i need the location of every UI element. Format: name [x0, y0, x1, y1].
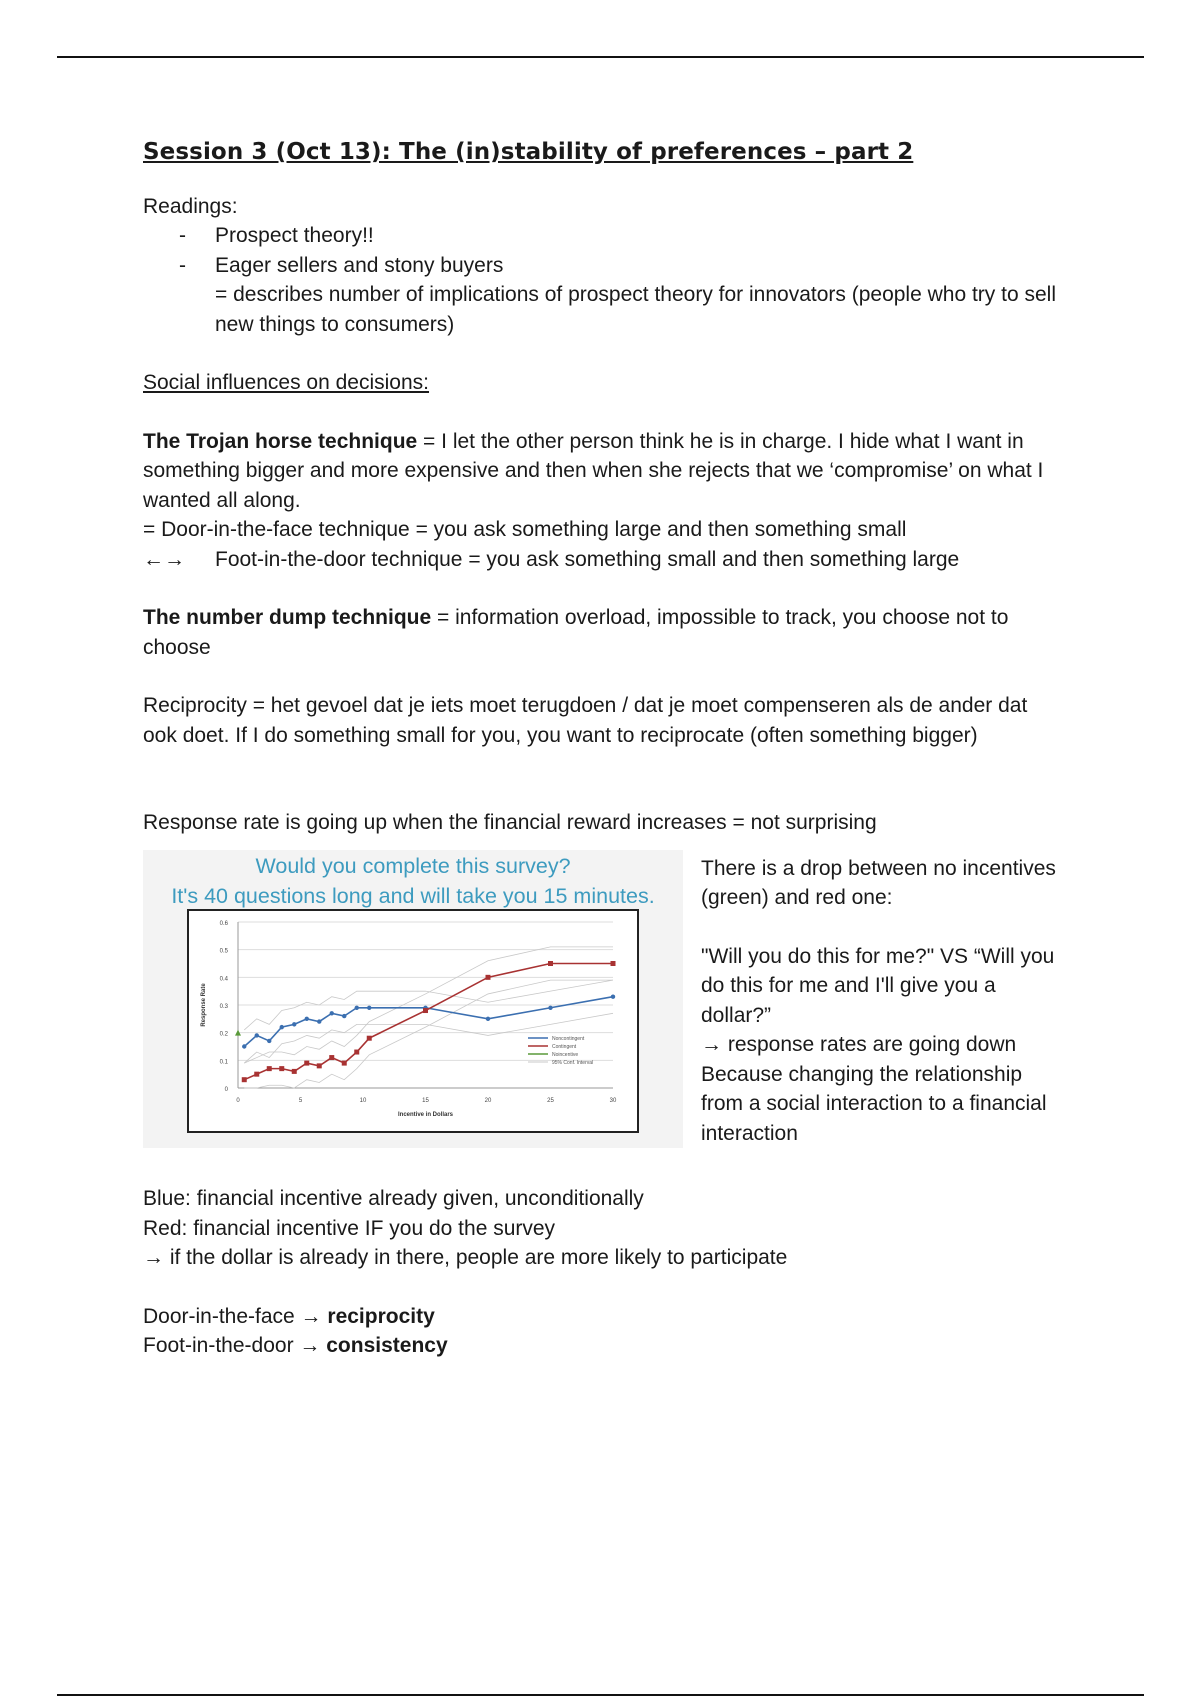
data-point [330, 1011, 334, 1015]
top-rule [57, 56, 1144, 58]
x-tick-label: 0 [236, 1097, 240, 1104]
foot-in-door-text: Foot-in-the-door technique = you ask something small and then something large [215, 547, 960, 571]
legend-label: 95% Conf. Interval [552, 1059, 594, 1066]
trojan-definition: = I let the other person think he is in charge. I hide what I want in something bigger and more expensive and then when she rejects that we ‘compromise’ on what I wanted all along. [143, 429, 1044, 512]
data-point [317, 1019, 321, 1023]
data-point [267, 1038, 271, 1042]
dif-prefix: Door-in-the-face → [143, 1304, 328, 1328]
legend-label: Contingent [552, 1043, 577, 1050]
legend-label: Noncontingent [552, 1035, 585, 1042]
x-tick-label: 30 [609, 1097, 617, 1104]
data-point [611, 961, 616, 966]
chart-plot [143, 908, 683, 1148]
number-dump-term: The number dump technique [143, 606, 432, 629]
reading-item-text: Prospect theory!! [215, 224, 374, 247]
data-point [355, 1005, 359, 1009]
reading-description: = describes number of implications of prospect theory for innovators (people who try to sell new things to consumers) [215, 283, 1056, 336]
x-tick-label: 5 [298, 1097, 303, 1104]
data-point [242, 1077, 247, 1082]
data-point [486, 1016, 490, 1020]
chart-title: Would you complete this survey? [255, 853, 571, 878]
data-point [305, 1016, 309, 1020]
data-point [548, 961, 553, 966]
data-point [329, 1055, 334, 1060]
data-point [292, 1068, 297, 1073]
data-point [255, 1033, 259, 1037]
trojan-term: The Trojan horse technique [143, 429, 418, 453]
foot-in-door-summary [143, 1331, 1063, 1361]
number-dump-definition: = information overload, impossible to track, you choose not to choose [143, 606, 1009, 659]
data-point [254, 1071, 259, 1076]
double-arrow-icon: ←→ [143, 547, 185, 571]
fid-term: consistency [326, 1334, 448, 1357]
data-point [342, 1013, 346, 1017]
data-point [267, 1066, 272, 1071]
y-axis-label: Response Rate [201, 982, 207, 1027]
dif-term: reciprocity [327, 1304, 435, 1328]
list-dash: - [179, 253, 186, 277]
list-item [143, 221, 1063, 251]
y-tick-label: 0.6 [219, 920, 228, 927]
commentary-p1: There is a drop between no incentives (green) and red one: [701, 856, 1056, 909]
chart-subtitle: It's 40 questions long and will take you 15 minutes. [171, 883, 655, 908]
page-title: Session 3 (Oct 13): The (in)stability of preferences – part 2 [143, 139, 914, 165]
figure-row [143, 850, 1063, 1149]
readings-label: Readings: [143, 194, 238, 218]
response-rate-paragraph: Response rate is going up when the financial reward increases = not surprising [143, 811, 877, 834]
trojan-paragraph [143, 427, 1063, 516]
door-in-face-line: = Door-in-the-face technique = you ask something large and then something small [143, 518, 907, 541]
readings-list [143, 221, 1063, 280]
note-blue: Blue: financial incentive already given, unconditionally [143, 1187, 644, 1210]
x-tick-label: 10 [359, 1097, 367, 1104]
chart-commentary [701, 850, 1061, 1149]
foot-in-door-line [143, 545, 1063, 575]
commentary-p4: Because changing the relationship from a social interaction to a financial interaction [701, 1062, 1047, 1145]
list-dash: - [179, 224, 186, 247]
door-in-face-summary [143, 1302, 1063, 1332]
legend-label: Noincentive [552, 1051, 579, 1058]
reading-item-text: Eager sellers and stony buyers [215, 253, 504, 277]
list-item [143, 251, 1063, 281]
data-point [423, 1008, 428, 1013]
y-tick-label: 0 [224, 1086, 228, 1093]
data-point [292, 1022, 296, 1026]
y-tick-label: 0.5 [219, 948, 228, 955]
commentary-p2: "Will you do this for me?" VS “Will you do this for me and I'll give you a dollar?” [701, 944, 1055, 1027]
reciprocity-paragraph: Reciprocity = het gevoel dat je iets moet terugdoen / dat je moet compenseren als de ander dat ook doet. If I do something small for you, you want to reciprocate (often something bigger) [143, 694, 1028, 747]
y-tick-label: 0.2 [219, 1031, 228, 1038]
x-tick-label: 15 [422, 1097, 429, 1104]
data-point [486, 974, 491, 979]
y-tick-label: 0.4 [219, 975, 228, 982]
x-tick-label: 20 [484, 1097, 492, 1104]
note-red: Red: financial incentive IF you do the survey [143, 1216, 556, 1240]
data-point [548, 1005, 552, 1009]
data-point [367, 1035, 372, 1040]
data-point [304, 1060, 309, 1065]
y-tick-label: 0.3 [219, 1003, 228, 1010]
data-point [611, 994, 615, 998]
x-tick-label: 25 [547, 1097, 554, 1104]
data-point [354, 1049, 359, 1054]
data-point [280, 1024, 284, 1028]
number-dump-paragraph [143, 603, 1063, 662]
data-point [342, 1060, 347, 1065]
bottom-rule [57, 1694, 1144, 1696]
data-point [317, 1063, 322, 1068]
data-point [279, 1066, 284, 1071]
data-point [367, 1005, 371, 1009]
survey-chart [143, 850, 683, 1148]
document-body [143, 138, 1063, 1361]
y-tick-label: 0.1 [219, 1058, 228, 1065]
x-axis-label: Incentive in Dollars [397, 1111, 454, 1118]
note-arrow: → if the dollar is already in there, people are more likely to participate [143, 1246, 788, 1269]
fid-prefix: Foot-in-the-door → [143, 1334, 327, 1357]
data-point [242, 1044, 246, 1048]
section-heading: Social influences on decisions: [143, 371, 430, 394]
commentary-p3: → response rates are going down [701, 1033, 1017, 1056]
